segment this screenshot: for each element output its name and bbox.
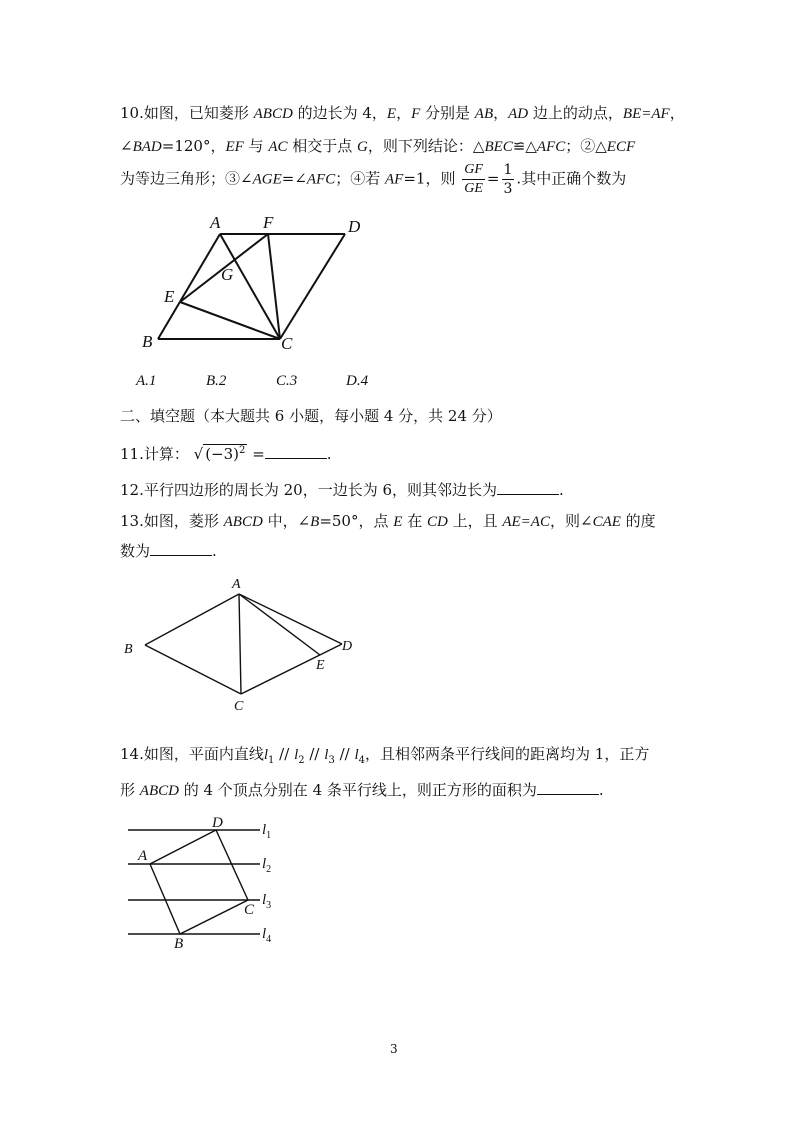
- segment-ec: [180, 302, 280, 339]
- subscript: 3: [266, 900, 272, 911]
- option-d: D.4: [346, 373, 369, 389]
- text: .: [212, 542, 217, 560]
- text: l: [262, 822, 267, 838]
- label-d: D: [212, 815, 223, 831]
- q12: [120, 479, 564, 500]
- label-g: G: [221, 265, 234, 284]
- text: 相交于点: [287, 137, 358, 155]
- label-c: C: [281, 334, 293, 353]
- q14-figure: [120, 812, 290, 952]
- text: BE=AF: [622, 106, 670, 122]
- text: .: [326, 445, 332, 463]
- text: .其中正确个数为: [516, 169, 627, 188]
- option-c: C.3: [276, 373, 298, 389]
- text: =120°，: [161, 137, 226, 155]
- text: AGE: [252, 171, 282, 188]
- q11: [120, 443, 332, 464]
- text: F: [411, 106, 421, 122]
- label-l1: [262, 822, 271, 841]
- segment-ac: [239, 594, 241, 694]
- text: =1，则: [403, 169, 456, 188]
- fraction-numerator: GF: [462, 161, 485, 180]
- subscript: 4: [266, 934, 272, 945]
- answer-blank[interactable]: [265, 444, 327, 459]
- segment-ad: [239, 594, 342, 644]
- q10-figure: [130, 210, 380, 360]
- text: AFC: [306, 171, 336, 188]
- text: ABCD: [223, 514, 263, 530]
- square-abcd: [150, 830, 248, 934]
- text: ，则∠: [549, 512, 593, 530]
- radicand: (−3): [205, 445, 240, 463]
- text: =50°，点: [319, 512, 394, 530]
- label-b: B: [124, 642, 133, 657]
- q14-line1: [120, 743, 649, 766]
- text: l: [354, 747, 359, 763]
- text: 为等边三角形；③∠: [120, 169, 253, 188]
- text: 与: [243, 137, 269, 155]
- text: 边上的动点，: [528, 104, 623, 122]
- text: ABCD: [139, 783, 179, 799]
- text: ECF: [606, 139, 636, 155]
- section-heading: 二、填空题（本大题共 6 小题，每小题 4 分，共 24 分）: [120, 407, 502, 425]
- text: B: [310, 514, 320, 530]
- segment-fc: [268, 234, 280, 339]
- parallel-sign: //: [274, 745, 295, 763]
- text: l: [262, 892, 267, 908]
- text: ABCD: [253, 106, 293, 122]
- label-d: D: [348, 217, 361, 236]
- text: ∠: [120, 137, 133, 155]
- subscript: 2: [266, 864, 272, 875]
- subscript: 2: [298, 755, 305, 766]
- label-l3: [262, 892, 271, 911]
- text: ，: [669, 104, 685, 122]
- text: G: [357, 139, 368, 155]
- text: 13.如图，菱形: [120, 512, 224, 530]
- q14-line2: [120, 779, 604, 800]
- answer-blank[interactable]: [497, 480, 559, 495]
- label-l4: [262, 926, 271, 945]
- segment-ae: [239, 594, 320, 655]
- text: l: [263, 747, 269, 763]
- text: AE=AC: [502, 514, 550, 530]
- text: l: [262, 926, 267, 942]
- text: 数为: [120, 542, 151, 560]
- text: 分别是: [420, 104, 475, 122]
- text: .: [598, 781, 604, 799]
- q13-line1: [120, 510, 656, 531]
- text: AF: [385, 171, 404, 188]
- option-b: B.2: [206, 373, 227, 389]
- text: ；④若: [335, 169, 386, 188]
- text: l: [324, 747, 329, 763]
- fraction-one-third: [502, 161, 515, 198]
- equals-sign: =: [486, 169, 500, 188]
- text: 10.如图，已知菱形: [120, 104, 254, 122]
- fraction-numerator: 1: [503, 162, 513, 178]
- text: 的边长为 4，: [292, 104, 387, 122]
- q13-figure: [120, 572, 360, 717]
- text: 形: [120, 781, 140, 799]
- text: E: [393, 514, 403, 530]
- segment-ab: [145, 594, 239, 645]
- subscript: 1: [266, 830, 272, 841]
- parallel-sign: //: [334, 745, 355, 763]
- label-e: E: [316, 658, 325, 673]
- text: 14.如图，平面内直线: [120, 745, 264, 763]
- parallel-sign: //: [304, 745, 325, 763]
- text: ，: [493, 104, 509, 122]
- exponent: 2: [239, 445, 246, 456]
- text: CAE: [592, 514, 621, 530]
- text: 的度: [620, 512, 656, 530]
- q10-line3: [120, 161, 626, 198]
- q10-line1: [120, 102, 685, 123]
- text: ，则下列结论：△: [367, 137, 485, 155]
- text: AB: [474, 106, 494, 122]
- text: .: [559, 481, 564, 499]
- label-c: C: [234, 699, 244, 714]
- text: E: [386, 106, 397, 122]
- label-c: C: [244, 902, 255, 918]
- text: 12.平行四边形的周长为 20，一边长为 6，则其邻边长为: [120, 481, 498, 499]
- text: 的 4 个顶点分别在 4 条平行线上，则正方形的面积为: [178, 781, 537, 799]
- segment-cd: [241, 644, 342, 694]
- text: 上，且: [447, 512, 503, 530]
- label-b: B: [174, 936, 184, 952]
- text: ≌△: [512, 137, 537, 155]
- label-l2: [262, 856, 271, 875]
- label-f: F: [263, 213, 274, 232]
- label-a: A: [210, 213, 221, 232]
- answer-blank[interactable]: [537, 780, 599, 795]
- subscript: 4: [358, 755, 366, 766]
- segment-bc: [145, 645, 241, 694]
- q13-line2: [120, 540, 217, 561]
- text: BEC: [484, 139, 513, 155]
- segment-cd: [280, 234, 345, 339]
- text: 中，∠: [262, 512, 311, 530]
- text: l: [262, 856, 267, 872]
- page-number: 3: [390, 1042, 398, 1056]
- equals-sign: =: [252, 445, 265, 463]
- fraction-gf-ge: [462, 161, 485, 198]
- label-b: B: [142, 332, 153, 351]
- text: ，: [396, 104, 412, 122]
- text: AFC: [536, 139, 566, 155]
- label-a: A: [232, 577, 241, 592]
- fraction-denominator: 3: [503, 181, 513, 197]
- text: EF: [225, 139, 244, 155]
- text: =∠: [281, 169, 307, 188]
- option-a: A.1: [136, 373, 157, 389]
- segment-ac: [220, 234, 280, 339]
- subscript: 3: [328, 755, 335, 766]
- sqrt-expression: √ $(-3)^2$: [193, 445, 246, 463]
- text: CD: [426, 514, 448, 530]
- label-d: D: [342, 639, 353, 654]
- subscript: 1: [268, 755, 275, 766]
- text: ，且相邻两条平行线间的距离均为 1，正方: [365, 745, 650, 763]
- text: l: [294, 747, 299, 763]
- text: 在: [402, 512, 427, 530]
- label-a: A: [138, 848, 148, 864]
- text: ；②△: [565, 137, 607, 155]
- text: AC: [268, 139, 288, 155]
- q10-line2: [120, 135, 635, 156]
- fraction-denominator: GE: [464, 181, 483, 196]
- text: BAD: [132, 139, 162, 155]
- answer-blank[interactable]: [150, 541, 212, 556]
- label-e: E: [164, 287, 175, 306]
- text: AD: [508, 106, 529, 122]
- text: 11.计算：: [120, 445, 189, 463]
